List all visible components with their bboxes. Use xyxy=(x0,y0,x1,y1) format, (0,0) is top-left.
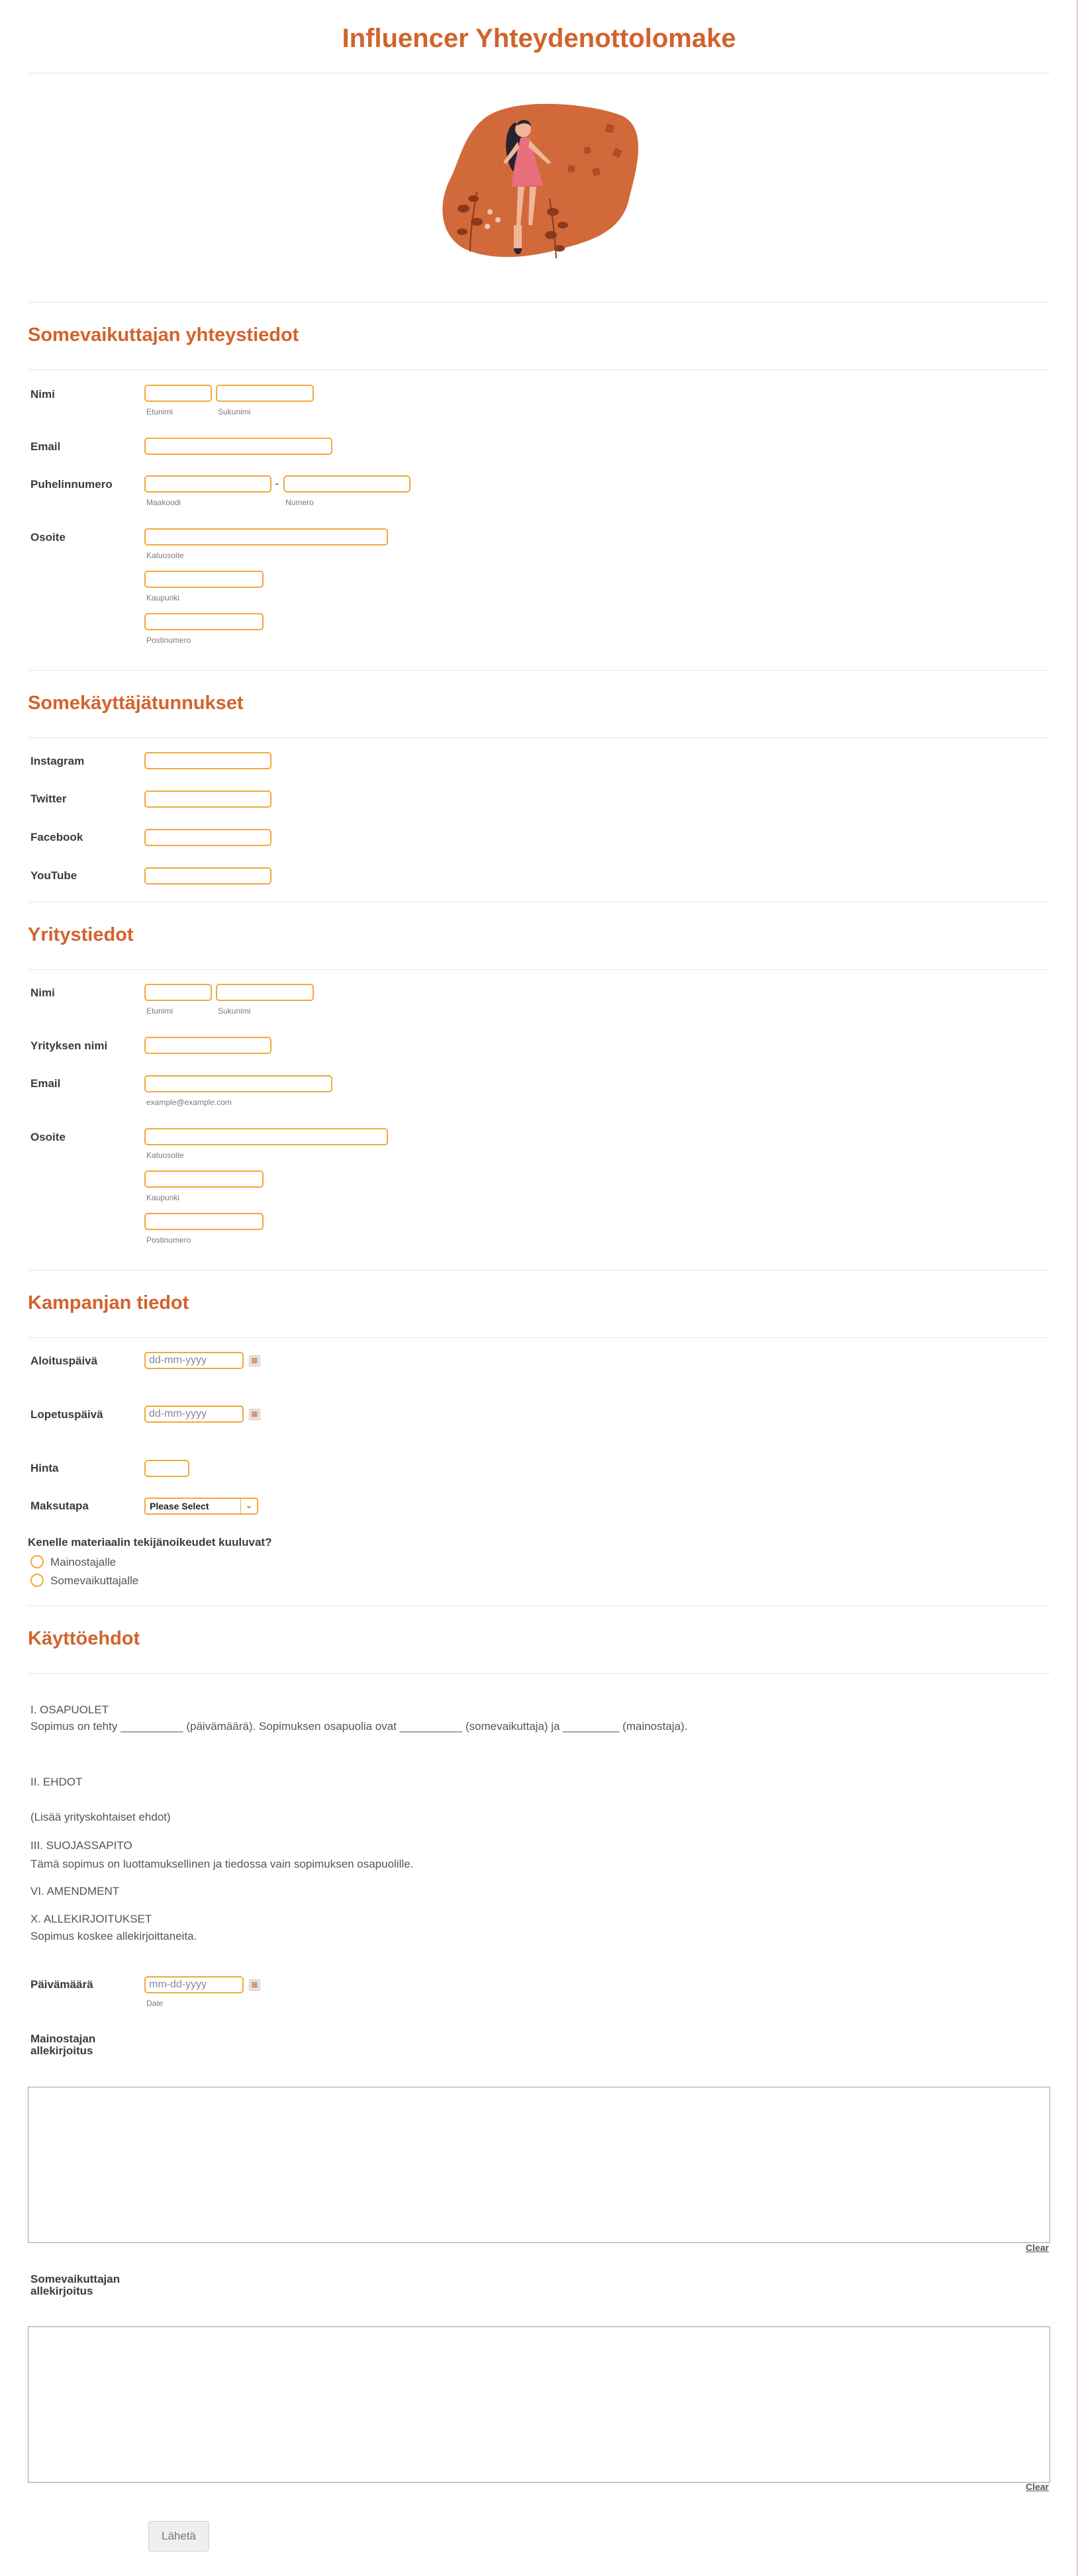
date-label: Päivämäärä xyxy=(30,1978,93,1991)
section-title-campaign: Kampanjan tiedot xyxy=(28,1292,189,1313)
start-date-label: Aloituspäivä xyxy=(30,1355,98,1367)
company-street-input[interactable] xyxy=(144,1128,388,1145)
woman-illustration-icon xyxy=(437,99,642,270)
start-date-input[interactable]: dd-mm-yyyy xyxy=(144,1352,244,1369)
company-postal-input[interactable] xyxy=(144,1213,264,1230)
contact-phone-label: Puhelinnumero xyxy=(30,478,113,491)
instagram-label: Instagram xyxy=(30,755,85,767)
price-label: Hinta xyxy=(30,1462,59,1474)
divider xyxy=(28,1337,1050,1338)
divider xyxy=(28,302,1050,303)
section-title-terms: Käyttöehdot xyxy=(28,1628,140,1649)
terms-signatures-heading: X. ALLEKIRJOITUKSET xyxy=(30,1913,152,1925)
advertiser-signature-clear-link[interactable]: Clear xyxy=(1025,2242,1049,2253)
influencer-signature-label-line1: Somevaikuttajan xyxy=(30,2273,121,2285)
radio-influencer-label[interactable]: Somevaikuttajalle xyxy=(50,1574,139,1587)
section-title-company: Yritystiedot xyxy=(28,924,134,945)
company-city-input[interactable] xyxy=(144,1170,264,1188)
first-name-sublabel: Etunimi xyxy=(146,407,173,416)
terms-confidentiality-heading: III. SUOJASSAPITO xyxy=(30,1839,132,1852)
terms-parties-heading: I. OSAPUOLET xyxy=(30,1703,109,1716)
contact-name-label: Nimi xyxy=(30,388,55,401)
contact-address-label: Osoite xyxy=(30,531,66,544)
section-title-social: Somekäyttäjätunnukset xyxy=(28,692,244,714)
company-name-label: Nimi xyxy=(30,986,55,999)
date-sublabel: Date xyxy=(146,1999,164,2008)
last-name-sublabel: Sukunimi xyxy=(218,407,251,416)
instagram-input[interactable] xyxy=(144,752,271,769)
rights-question: Kenelle materiaalin tekijänoikeudet kuuluvat? xyxy=(28,1536,272,1549)
terms-confidentiality-text: Tämä sopimus on luottamuksellinen ja tiedossa vain sopimuksen osapuolille. xyxy=(30,1858,414,1870)
last-name-sublabel: Sukunimi xyxy=(218,1006,251,1016)
company-email-label: Email xyxy=(30,1077,61,1090)
company-address-label: Osoite xyxy=(30,1131,66,1143)
youtube-label: YouTube xyxy=(30,869,77,882)
contact-email-input[interactable] xyxy=(144,438,332,455)
first-name-sublabel: Etunimi xyxy=(146,1006,173,1016)
radio-influencer[interactable] xyxy=(30,1574,44,1587)
advertiser-signature-pad[interactable] xyxy=(28,2087,1050,2243)
contact-city-input[interactable] xyxy=(144,571,264,588)
contact-postal-input[interactable] xyxy=(144,613,264,630)
divider xyxy=(28,670,1050,671)
postal-sublabel: Postinumero xyxy=(146,636,191,645)
payment-select[interactable] xyxy=(144,1498,258,1515)
postal-sublabel: Postinumero xyxy=(146,1235,191,1245)
company-first-name-input[interactable] xyxy=(144,984,212,1001)
company-title-label: Yrityksen nimi xyxy=(30,1039,108,1052)
facebook-input[interactable] xyxy=(144,829,271,846)
advertiser-signature-label-line1: Mainostajan xyxy=(30,2032,96,2045)
submit-button[interactable]: Lähetä xyxy=(148,2521,209,2552)
terms-conditions-heading: II. EHDOT xyxy=(30,1776,83,1788)
chevron-down-icon: ⌄ xyxy=(240,1499,257,1513)
company-name-input[interactable] xyxy=(144,1037,271,1054)
terms-signatures-text: Sopimus koskee allekirjoittaneita. xyxy=(30,1930,197,1942)
advertiser-signature-label-line2: allekirjoitus xyxy=(30,2044,93,2057)
date-input[interactable]: mm-dd-yyyy xyxy=(144,1976,244,1993)
terms-parties-text: Sopimus on tehty __________ (päivämäärä). Sopimuksen osapuolia ovat __________ (somevaikuttaja) ja _________ (mainostaja). xyxy=(30,1720,688,1733)
divider xyxy=(28,369,1050,370)
facebook-label: Facebook xyxy=(30,831,83,843)
contact-email-label: Email xyxy=(30,440,61,453)
terms-amendment-heading: VI. AMENDMENT xyxy=(30,1885,120,1897)
city-sublabel: Kaupunki xyxy=(146,1193,180,1202)
end-date-input[interactable]: dd-mm-yyyy xyxy=(144,1406,244,1423)
number-sublabel: Numero xyxy=(285,498,314,507)
section-title-contact: Somevaikuttajan yhteystiedot xyxy=(28,324,299,346)
contact-street-input[interactable] xyxy=(144,528,388,546)
youtube-input[interactable] xyxy=(144,867,271,884)
terms-conditions-text: (Lisää yrityskohtaiset ehdot) xyxy=(30,1811,171,1823)
city-sublabel: Kaupunki xyxy=(146,593,180,602)
influencer-signature-label-line2: allekirjoitus xyxy=(30,2285,93,2297)
street-sublabel: Katuosoite xyxy=(146,1151,184,1160)
radio-advertiser[interactable] xyxy=(30,1555,44,1568)
email-sublabel: example@example.com xyxy=(146,1098,232,1107)
phone-area-code-input[interactable] xyxy=(144,475,271,493)
contact-first-name-input[interactable] xyxy=(144,385,212,402)
divider xyxy=(28,1673,1050,1674)
form-title: Influencer Yhteydenottolomake xyxy=(342,24,736,53)
phone-dash: - xyxy=(275,477,279,490)
divider xyxy=(28,969,1050,970)
influencer-signature-clear-link[interactable]: Clear xyxy=(1025,2481,1049,2492)
price-input[interactable] xyxy=(144,1460,189,1477)
twitter-label: Twitter xyxy=(30,792,67,805)
street-sublabel: Katuosoite xyxy=(146,551,184,560)
payment-select-value: Please Select xyxy=(150,1501,209,1511)
payment-label: Maksutapa xyxy=(30,1500,89,1512)
company-last-name-input[interactable] xyxy=(216,984,314,1001)
influencer-signature-pad[interactable] xyxy=(28,2326,1050,2483)
divider xyxy=(28,1605,1050,1606)
area-code-sublabel: Maakoodi xyxy=(146,498,181,507)
twitter-input[interactable] xyxy=(144,790,271,808)
end-date-label: Lopetuspäivä xyxy=(30,1408,103,1421)
radio-advertiser-label[interactable]: Mainostajalle xyxy=(50,1556,117,1568)
phone-number-input[interactable] xyxy=(283,475,411,493)
calendar-icon[interactable]: ▦ xyxy=(249,1355,260,1366)
company-email-input[interactable] xyxy=(144,1075,332,1092)
calendar-icon[interactable]: ▦ xyxy=(249,1409,260,1420)
calendar-icon[interactable]: ▦ xyxy=(249,1980,260,1991)
contact-last-name-input[interactable] xyxy=(216,385,314,402)
